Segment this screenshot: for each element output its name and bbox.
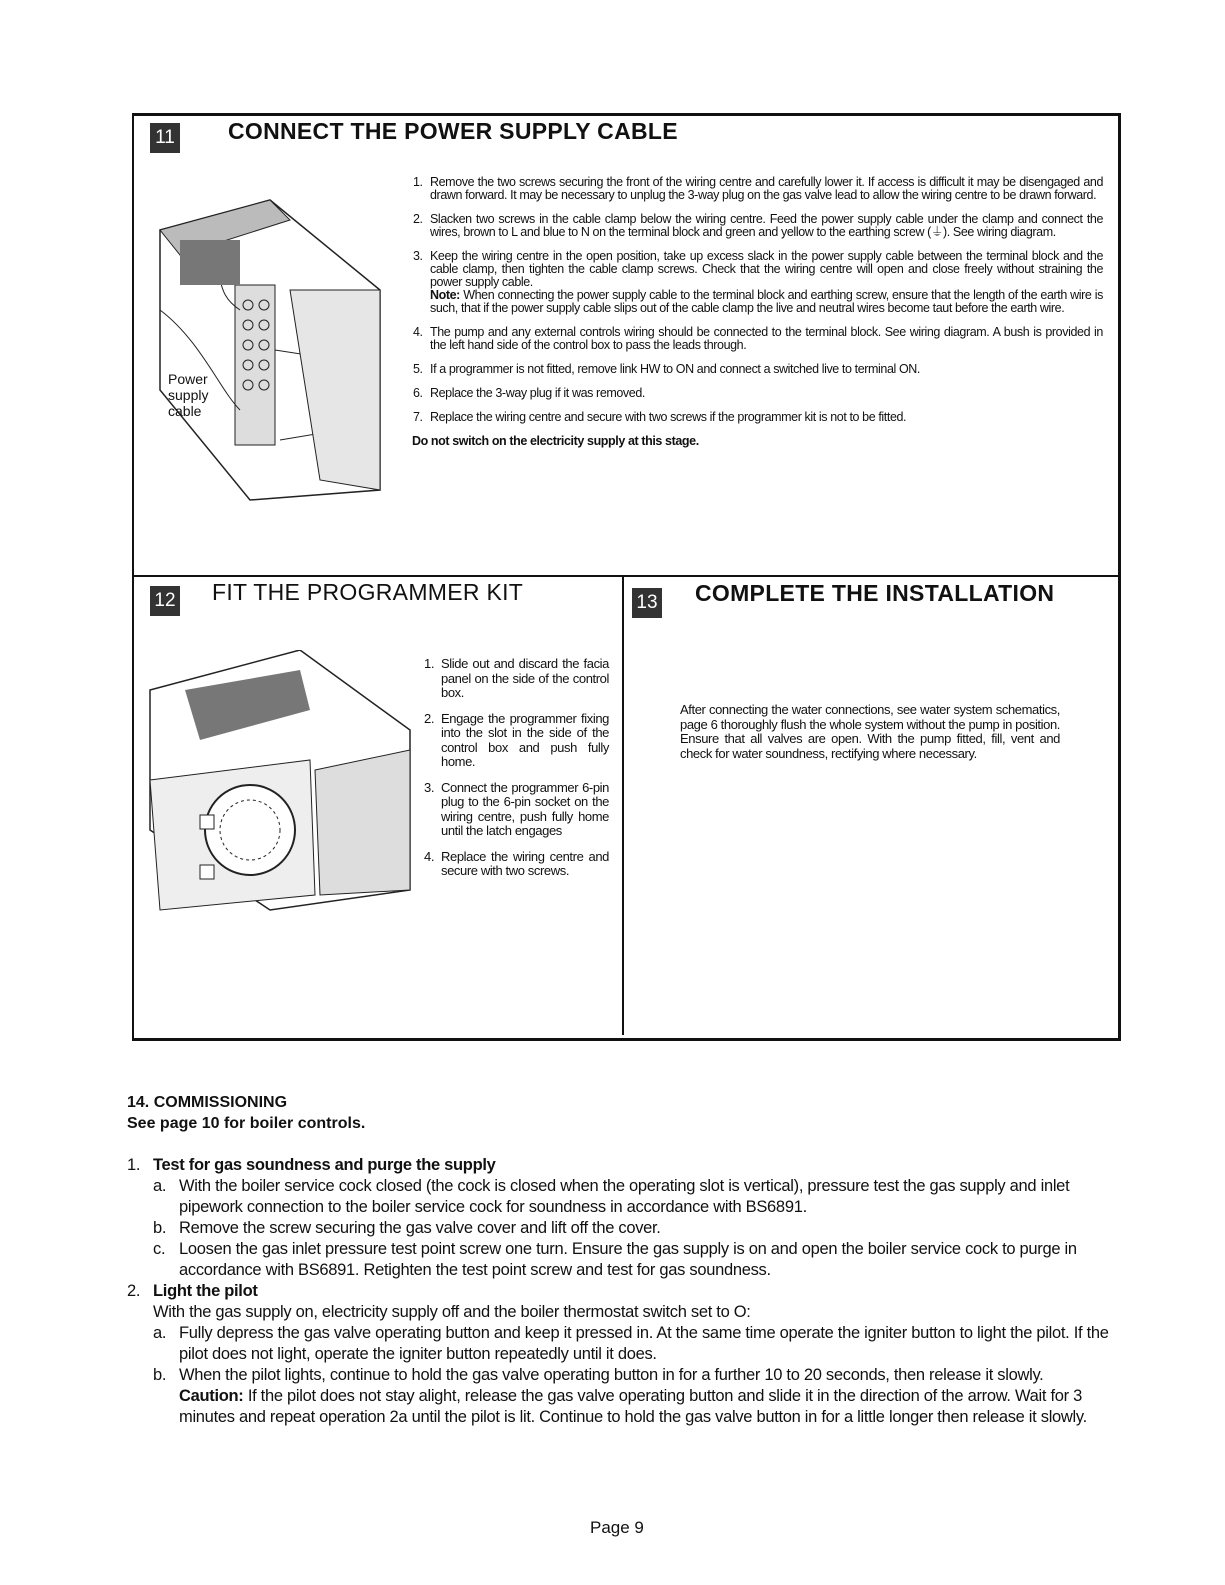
step-heading: [127, 1281, 1117, 1302]
step-number: 2.: [424, 710, 435, 726]
step-text: Slide out and discard the facia panel on the side of the control box.: [441, 656, 609, 700]
caution-text: If the pilot does not stay alight, release the gas valve operating button and slide it in the direction of the arrow. Wait for 3 minutes and repeat operation 2a until the pilot is lit. Continue to hold the gas valve button in for a little longer then release it slowly.: [179, 1387, 1087, 1426]
sub-step-text: Fully depress the gas valve operating button and keep it pressed in. At the same time operate the igniter button to light the pilot. If the pilot does not light, operate the igniter button repeatedly until it does.: [179, 1324, 1109, 1363]
step-item: [413, 176, 1103, 202]
step-text: Keep the wiring centre in the open position, take up excess slack in the power supply cable between the terminal block and the cable clamp, then tighten the cable clamp screws. Check that the wiring centre will open and close freely without straining the power supply cable.: [430, 249, 1103, 289]
section-divider: [132, 575, 1119, 577]
note-label: Note:: [430, 288, 460, 302]
caution-label: Caution:: [179, 1387, 244, 1405]
sub-step: [153, 1176, 1117, 1218]
commissioning-subheading: See page 10 for boiler controls.: [127, 1115, 366, 1132]
step-item: [413, 411, 1103, 424]
step-number: 4.: [424, 848, 435, 864]
sub-step-letter: a.: [153, 1324, 167, 1342]
step-text: Replace the wiring centre and secure with two screws.: [441, 848, 609, 878]
step-number: 6.: [413, 386, 423, 400]
sub-step-text: With the boiler service cock closed (the cock is closed when the operating slot is vertical), pressure test the gas supply and inlet pipework connection to the boiler service cock for soundness in accordance with BS6891.: [179, 1177, 1070, 1216]
step-title: Test for gas soundness and purge the supply: [153, 1156, 496, 1174]
sub-step: [153, 1365, 1117, 1386]
step-number: 5.: [413, 362, 423, 376]
step-text: Engage the programmer fixing into the slot in the side of the control box and push fully home.: [441, 710, 609, 769]
programmer-kit-illustration: [140, 650, 415, 950]
step-text: Connect the programmer 6-pin plug to the 6-pin socket on the wiring centre, push fully home until the latch engages: [441, 779, 609, 838]
sub-step-text: Remove the screw securing the gas valve cover and lift off the cover.: [179, 1219, 661, 1237]
sub-step-text: Loosen the gas inlet pressure test point screw one turn. Ensure the gas supply is on and open the boiler service cock to purge in accordance with BS6891. Retighten the test point screw and test for gas soundness.: [179, 1240, 1077, 1279]
sub-step-letter: a.: [153, 1177, 167, 1195]
commissioning-steps: [127, 1155, 1117, 1428]
step-text: Slacken two screws in the cable clamp below the wiring centre. Feed the power supply cable under the clamp and connect the wires, brown to L and blue to N on the terminal block and green and yellow to the earthing screw (⏚). See wiring diagram.: [430, 212, 1103, 239]
step-text: If a programmer is not fitted, remove link HW to ON and connect a switched live to terminal ON.: [430, 362, 920, 376]
step-item: [413, 387, 1103, 400]
power-supply-illustration: [140, 190, 410, 510]
section-13-badge: 13: [632, 588, 662, 618]
sub-step-letter: b.: [153, 1366, 167, 1384]
step-item: [413, 213, 1103, 239]
step-item: [413, 326, 1103, 352]
section-12-steps: [424, 657, 609, 890]
step-item: [413, 250, 1103, 289]
step-number: 4.: [413, 325, 423, 339]
caution: [153, 1386, 1117, 1428]
power-supply-cable-label: Power supply cable: [168, 371, 209, 419]
section-13-text: After connecting the water connections, see water system schematics, page 6 thoroughly flush the whole system without the pump in position. Ensure that all valves are open. With the pump fitted, fill, vent and check for water soundness, rectifying where necessary.: [680, 702, 1060, 761]
step-heading: [127, 1155, 1117, 1176]
sub-step: [153, 1323, 1117, 1365]
step-number: 2.: [413, 212, 423, 226]
section-13-title: COMPLETE THE INSTALLATION: [695, 580, 1055, 606]
step-text: The pump and any external controls wiring should be connected to the terminal block. See wiring diagram. A bush is provided in the left hand side of the control box to pass the leads through.: [430, 325, 1103, 352]
section-11-title: CONNECT THE POWER SUPPLY CABLE: [228, 118, 678, 144]
step-number: 3.: [413, 249, 423, 263]
step-item: [424, 712, 609, 770]
step-item: [424, 781, 609, 839]
sub-step: [153, 1218, 1117, 1239]
column-divider: [622, 577, 624, 1035]
section-12-badge: 12: [150, 586, 180, 616]
section-11-badge: 11: [150, 123, 180, 153]
section-12-title: FIT THE PROGRAMMER KIT: [212, 579, 524, 605]
step-text: Replace the wiring centre and secure with two screws if the programmer kit is not to be fitted.: [430, 410, 907, 424]
step-number: 1.: [127, 1156, 141, 1174]
step-item: [413, 363, 1103, 376]
sub-step: [153, 1239, 1117, 1281]
page-number: Page 9: [590, 1518, 644, 1537]
step-number: 3.: [424, 779, 435, 795]
sub-step-text: When the pilot lights, continue to hold the gas valve operating button in for a further 10 to 20 seconds, then release it slowly.: [179, 1366, 1044, 1384]
sub-step-letter: c.: [153, 1240, 166, 1258]
step-intro: With the gas supply on, electricity supply off and the boiler thermostat switch set to O:: [153, 1303, 751, 1321]
step-item: [424, 657, 609, 701]
step-text: Replace the 3-way plug if it was removed.: [430, 386, 645, 400]
sub-step-letter: b.: [153, 1219, 167, 1237]
step-number: 7.: [413, 410, 423, 424]
warning-text: Do not switch on the electricity supply at this stage.: [412, 434, 699, 448]
step-title: Light the pilot: [153, 1282, 258, 1300]
step-item: [424, 850, 609, 879]
commissioning-heading: 14. COMMISSIONING: [127, 1094, 288, 1111]
step-text: Remove the two screws securing the front of the wiring centre and carefully lower it. If access is difficult it may be disengaged and drawn forward. It may be necessary to unplug the 3-way plug on the gas valve lead to allow the wiring centre to be drawn forward.: [430, 175, 1103, 202]
step-number: 1.: [424, 656, 435, 671]
section-11-steps: [413, 176, 1103, 448]
step-number: 2.: [127, 1282, 141, 1300]
note-text: When connecting the power supply cable to the terminal block and earthing screw, ensure that the length of the earth wire is such, that if the power supply cable slips out of the cable clamp the live and neutral wires become taut before the earth wire.: [430, 288, 1103, 315]
step-number: 1.: [413, 175, 423, 189]
note: [413, 289, 1103, 315]
